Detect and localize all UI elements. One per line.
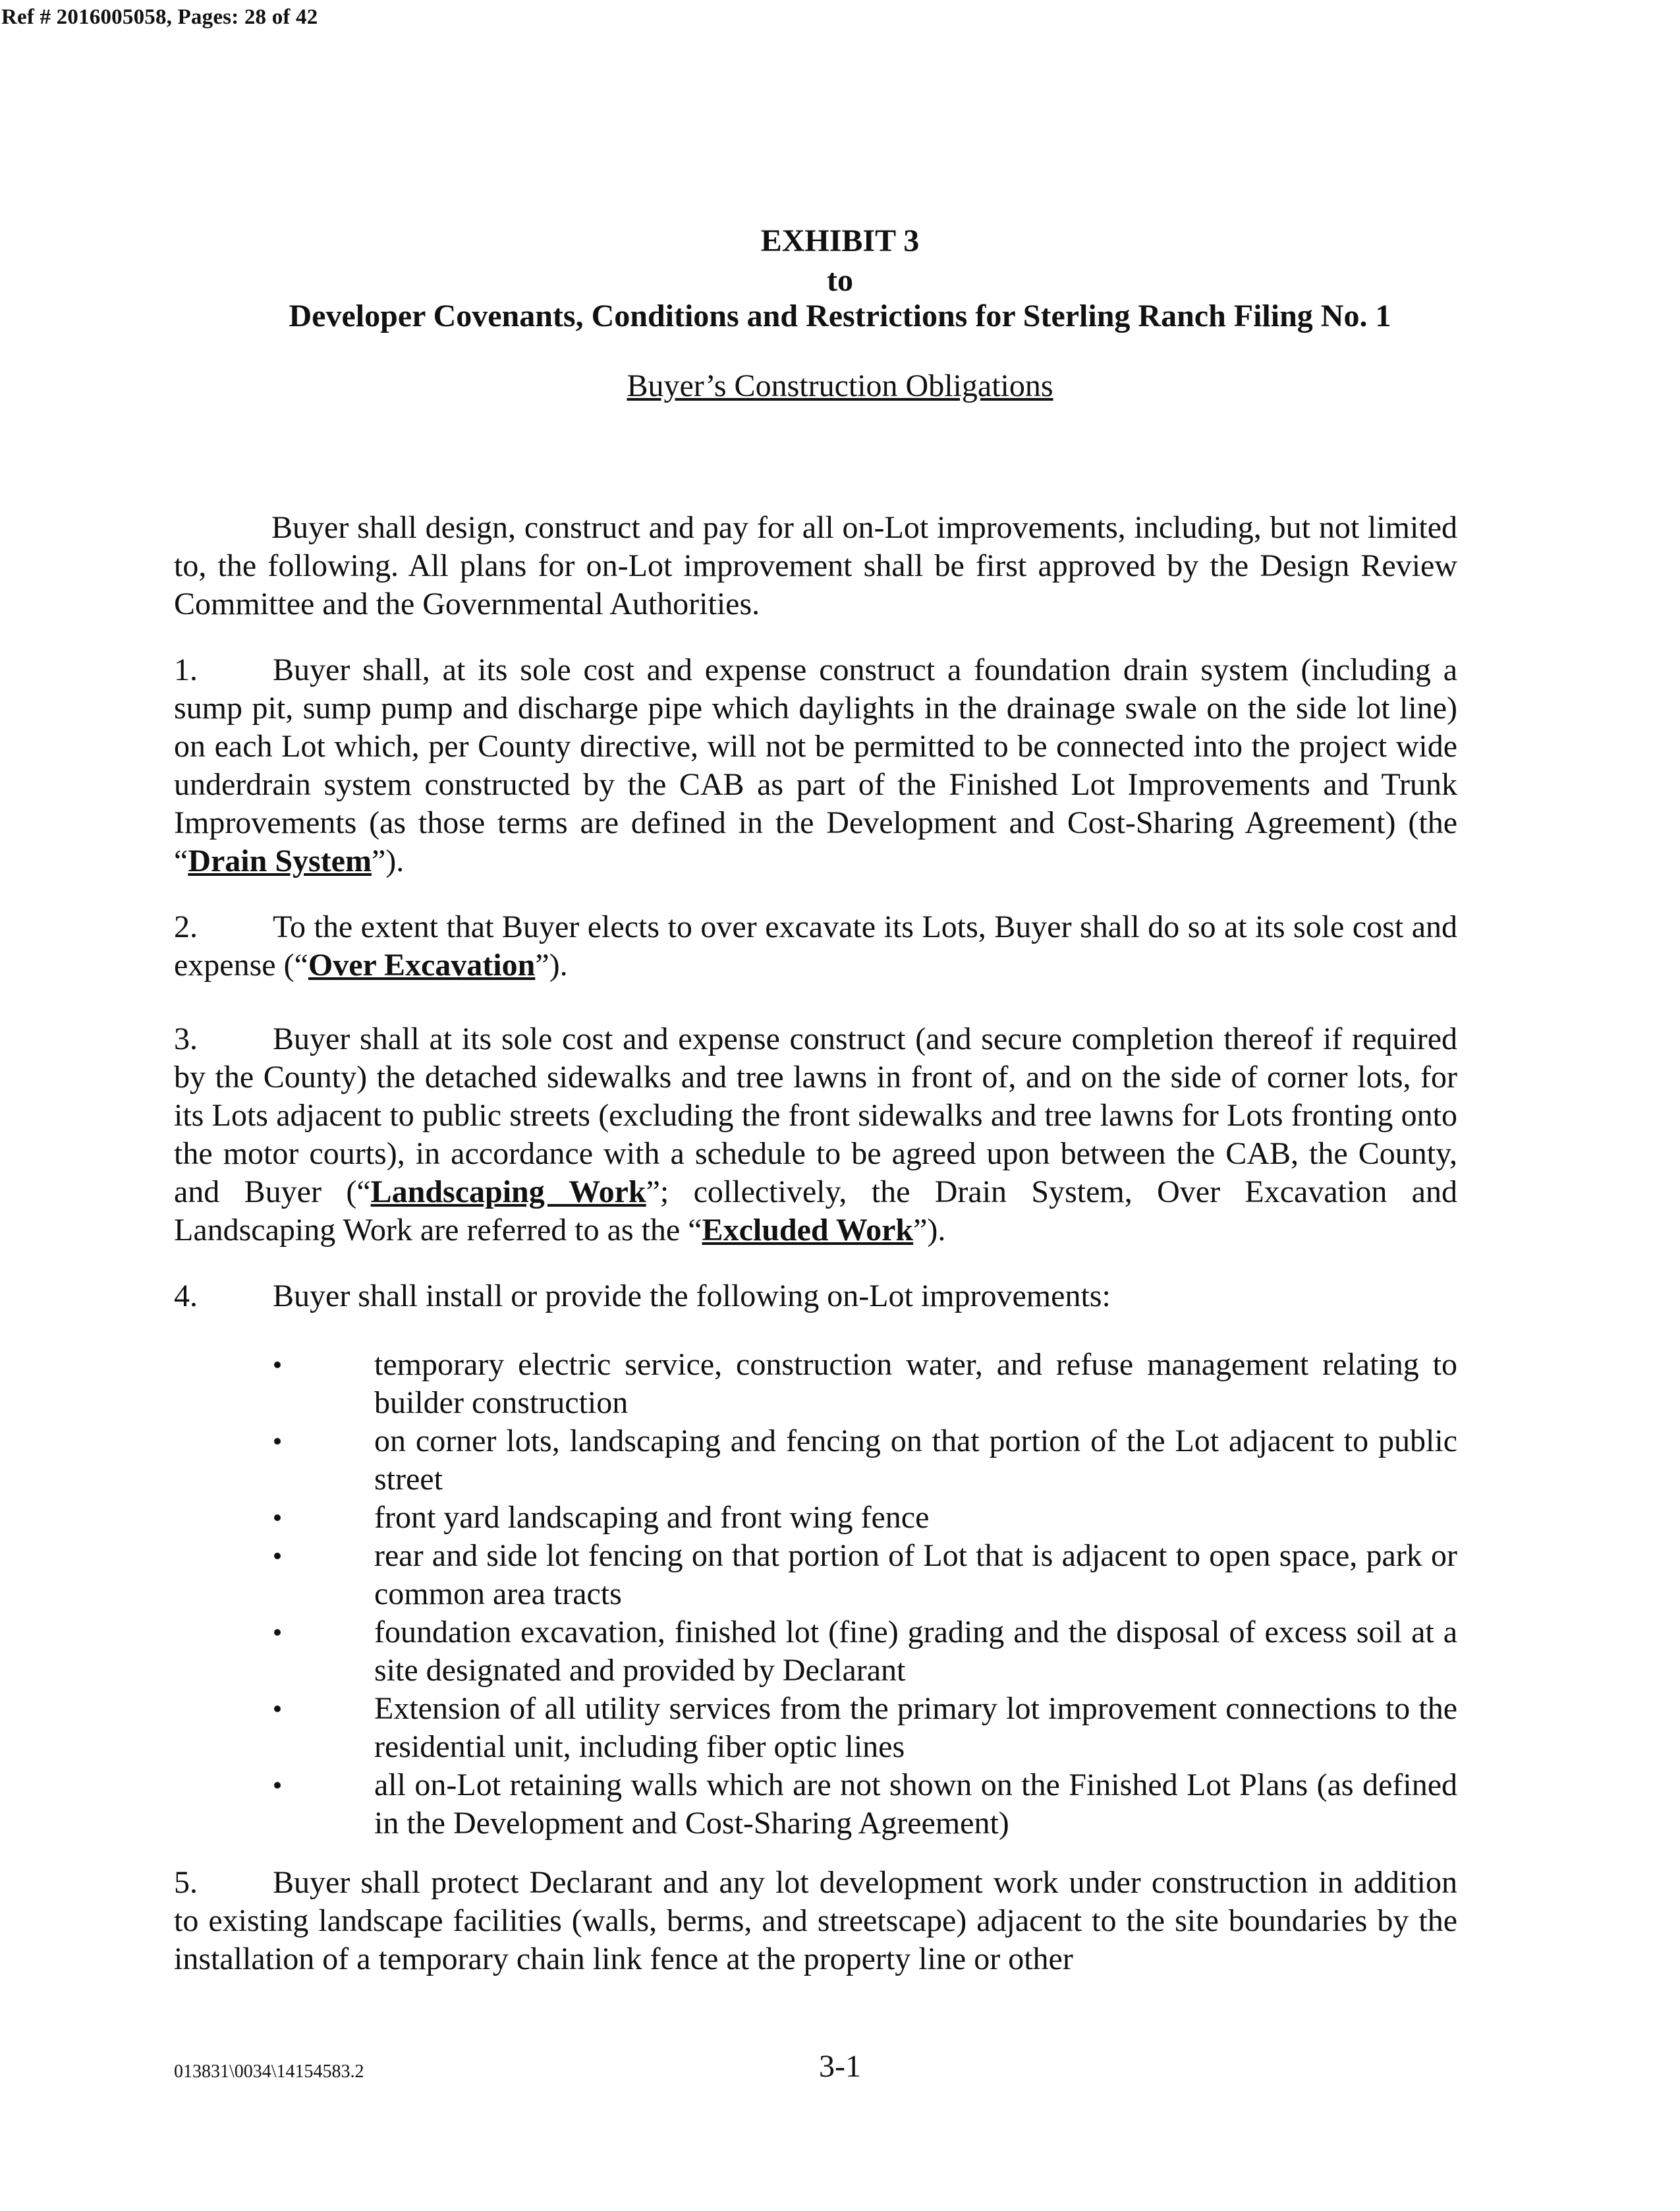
item-2-paragraph <box>174 908 1457 985</box>
bullet-icon <box>274 1514 281 1521</box>
intro-paragraph: Buyer shall design, construct and pay for all on-Lot improvements, including, but not limited to, the following. All plans for on-Lot improvement shall be first approved by the Design Review Committee and the Governmental Authorities. <box>174 510 1457 621</box>
item-1-paragraph <box>174 651 1457 880</box>
list-item <box>266 1690 1457 1766</box>
over-excavation-term: Over Excavation <box>308 948 536 983</box>
item-3-paragraph <box>174 1020 1457 1249</box>
bullet-icon <box>274 1629 281 1636</box>
excluded-work-term: Excluded Work <box>702 1213 914 1248</box>
list-item <box>266 1346 1457 1422</box>
list-item <box>266 1537 1457 1613</box>
landscaping-work-term: Landscaping Work <box>370 1174 646 1209</box>
item-2-end: ”). <box>535 948 568 983</box>
exhibit-heading: EXHIBIT 3 <box>760 223 920 258</box>
list-item-text: rear and side lot fencing on that portion of Lot that is adjacent to open space, park or common area tracts <box>374 1538 1457 1611</box>
list-item-text: all on-Lot retaining walls which are not shown on the Finished Lot Plans (as defined in the Development and Cost-Sharing Agreement) <box>374 1767 1457 1841</box>
page-number: 3-1 <box>819 2049 861 2084</box>
list-item <box>266 1499 1457 1537</box>
item-1-text: Buyer shall, at its sole cost and expense construct a foundation drain system (including a sump pit, sump pump and discharge pipe which daylights in the drainage swale on the side lot line) on each Lot which, per County directive, will not be permitted to be connected into the project wide underdrain system constructed by the CAB as part of the Finished Lot Improvements and Trunk Improvements (as those terms are defined in the Development and Cost-Sharing Agreement) (the “ <box>174 652 1457 878</box>
section-subtitle: Buyer’s Construction Obligations <box>627 368 1053 403</box>
list-item-text: foundation excavation, finished lot (fine) grading and the disposal of excess soil at a site designated and provided by Declarant <box>374 1615 1457 1688</box>
item-4-text: Buyer shall install or provide the following on-Lot improvements: <box>273 1278 1111 1313</box>
list-item <box>266 1613 1457 1690</box>
item-1-number: 1. <box>174 652 198 687</box>
item-3-number: 3. <box>174 1021 198 1056</box>
bullet-icon <box>274 1782 281 1789</box>
item-5-text: Buyer shall protect Declarant and any lot development work under construction in addition to existing landscape facilities (walls, berms, and streetscape) adjacent to the site boundaries by the installation of a temporary chain link fence at the property line or other <box>174 1865 1457 1976</box>
bullet-icon <box>274 1362 281 1368</box>
bullet-icon <box>274 1553 281 1559</box>
document-code: 013831\0034\14154583.2 <box>174 2061 364 2082</box>
bullet-icon <box>274 1438 281 1445</box>
item-3-text: Buyer shall at its sole cost and expense construct (and secure completion thereof if required by the County) the detached sidewalks and tree lawns in front of, and on the side of corner lots, for its Lots adjacent to public streets (excluding the front sidewalks and tree lawns for Lots fronting onto the motor courts), in accordance with a schedule to be agreed upon between the CAB, the County, and Buyer (“ <box>174 1021 1457 1209</box>
bullet-icon <box>274 1706 281 1712</box>
list-item <box>266 1422 1457 1499</box>
item-1-end: ”). <box>371 844 405 878</box>
document-reference: Ref # 2016005058, Pages: 28 of 42 <box>1 5 318 29</box>
item-5-paragraph <box>174 1864 1457 1978</box>
improvements-list <box>266 1346 1457 1843</box>
drain-system-term: Drain System <box>188 844 372 878</box>
list-item-text: Extension of all utility services from the primary lot improvement connections to the residential unit, including fiber optic lines <box>374 1691 1457 1764</box>
list-item <box>266 1766 1457 1843</box>
item-3-mid: ”; collectively, the Drain System, Over Excavation and Landscaping Work are referred to as the “ <box>174 1174 1457 1248</box>
list-item-text: front yard landscaping and front wing fence <box>374 1500 930 1535</box>
item-2-number: 2. <box>174 909 198 944</box>
list-item-text: temporary electric service, construction water, and refuse management relating to builder construction <box>374 1347 1457 1420</box>
item-5-number: 5. <box>174 1865 198 1900</box>
list-item-text: on corner lots, landscaping and fencing on that portion of the Lot adjacent to public street <box>374 1423 1457 1497</box>
exhibit-to: to <box>827 263 853 298</box>
item-4-number: 4. <box>174 1278 198 1313</box>
item-2-text: To the extent that Buyer elects to over excavate its Lots, Buyer shall do so at its sole cost and expense (“ <box>174 909 1457 983</box>
item-3-end: ”). <box>913 1213 946 1248</box>
item-4-paragraph <box>174 1277 1111 1315</box>
document-title: Developer Covenants, Conditions and Restrictions for Sterling Ranch Filing No. 1 <box>289 299 1391 333</box>
